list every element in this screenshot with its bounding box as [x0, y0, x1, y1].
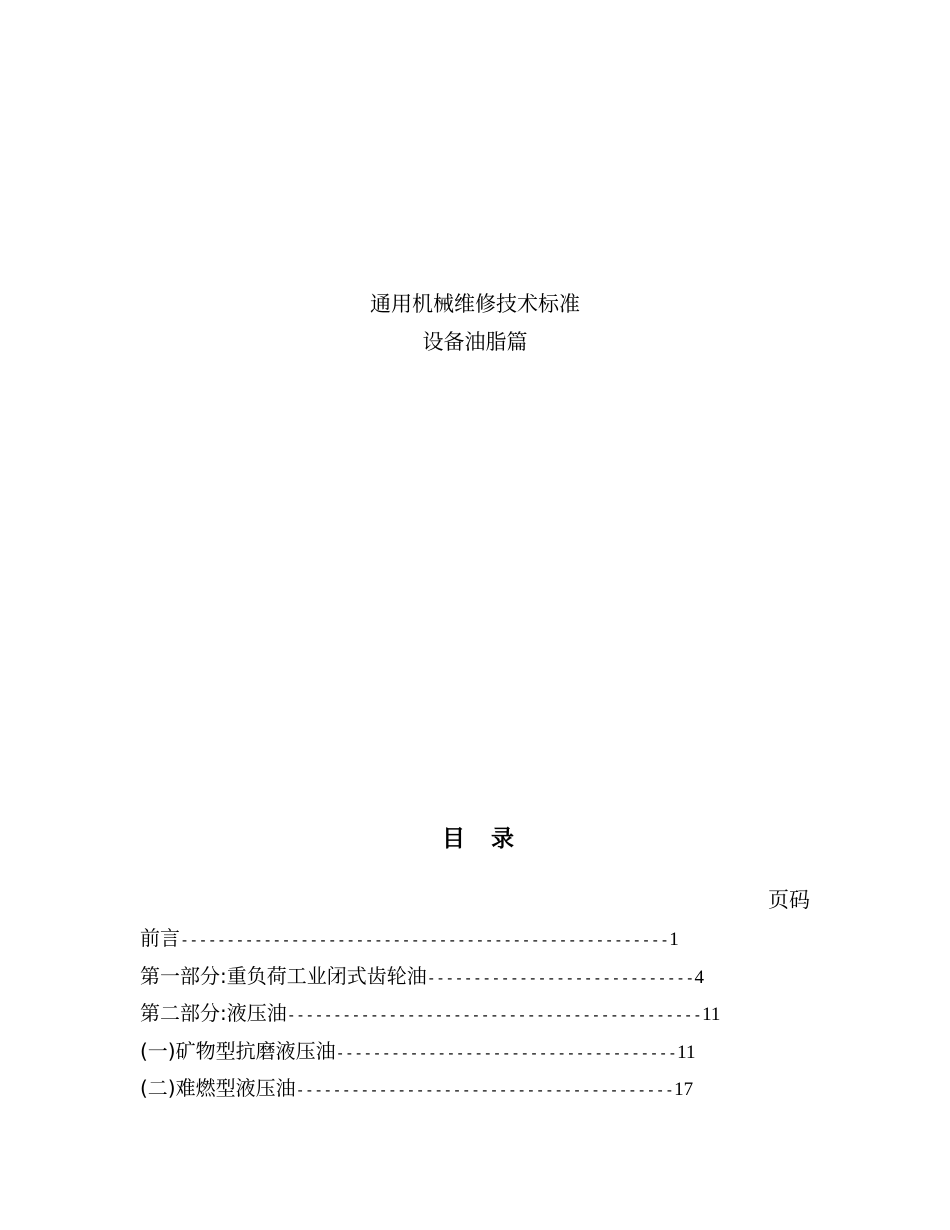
- document-title-sub: 设备油脂篇: [422, 330, 528, 354]
- toc-entry-label: (二)难燃型液压油: [140, 1076, 296, 1100]
- toc-entry-page: 1: [669, 929, 679, 950]
- document-title: [0, 285, 950, 361]
- toc-entry-leader: -----------------------------------------------------: [180, 931, 670, 949]
- toc-heading-char-2: 录: [491, 826, 514, 852]
- toc-page-column-label: 页码: [768, 888, 810, 912]
- toc-entry-label: 第二部分:液压油: [140, 1001, 287, 1025]
- toc-entry-leader: -------------------------------------: [335, 1043, 678, 1062]
- document-title-main: 通用机械维修技术标准: [370, 292, 580, 316]
- toc-entry-page: 17: [674, 1079, 694, 1100]
- toc-entry[interactable]: [140, 1070, 820, 1108]
- toc-entry[interactable]: [140, 958, 820, 996]
- toc-entry-leader: -----------------------------------------: [295, 1081, 675, 1099]
- toc-entry-page: 4: [694, 966, 704, 988]
- toc-entry-page: 11: [677, 1041, 696, 1063]
- toc-entry[interactable]: [140, 1033, 820, 1071]
- toc-entry[interactable]: [140, 920, 820, 958]
- toc-entry[interactable]: [140, 995, 820, 1033]
- toc-heading: [0, 820, 950, 853]
- toc-entry-page: 11: [702, 1004, 721, 1025]
- toc-heading-char-1: 目: [442, 826, 465, 852]
- toc-entry-label: 前言: [140, 926, 180, 950]
- toc-entry-label: 第一部分:重负荷工业闭式齿轮油: [140, 963, 427, 988]
- toc-entry-label: (一)矿物型抗磨液压油: [140, 1038, 336, 1063]
- toc-entry-leader: ---------------------------------------------: [286, 1006, 703, 1024]
- toc-list: [140, 920, 820, 1108]
- toc-entry-leader: -----------------------------: [426, 968, 695, 987]
